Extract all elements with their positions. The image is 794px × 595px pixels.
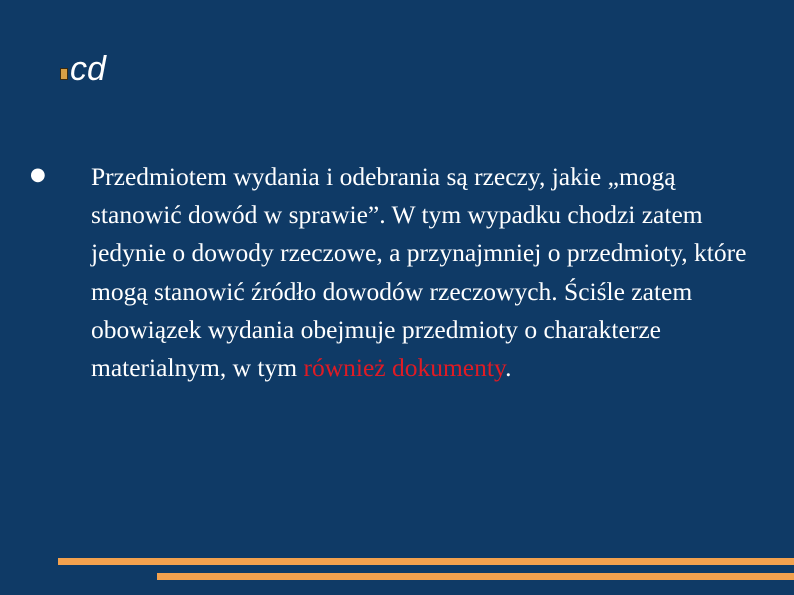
slide-title: cd — [70, 50, 106, 88]
accent-bar-top — [58, 558, 794, 565]
bullet-dot-icon: ● — [30, 164, 46, 185]
bullet-text-highlight: również dokumenty — [303, 353, 506, 383]
accent-bar-bottom — [157, 573, 794, 580]
bullet-item — [91, 158, 751, 387]
title-area — [60, 52, 106, 86]
bullet-text-main: Przedmiotem wydania i odebrania są rzeczy, jakie „mogą stanowić dowód w sprawie”. W tym wypadku chodzi zatem jedynie o dowody rzeczowe, a przynajmniej o przedmioty, które mogą stanowić źródło dowodów rzeczowych. Ściśle zatem obowiązek wydania obejmuje przedmioty o charakterze materialnym, w tym — [91, 162, 747, 383]
title-marker-icon — [60, 68, 68, 80]
bullet-text-end: . — [505, 353, 512, 383]
